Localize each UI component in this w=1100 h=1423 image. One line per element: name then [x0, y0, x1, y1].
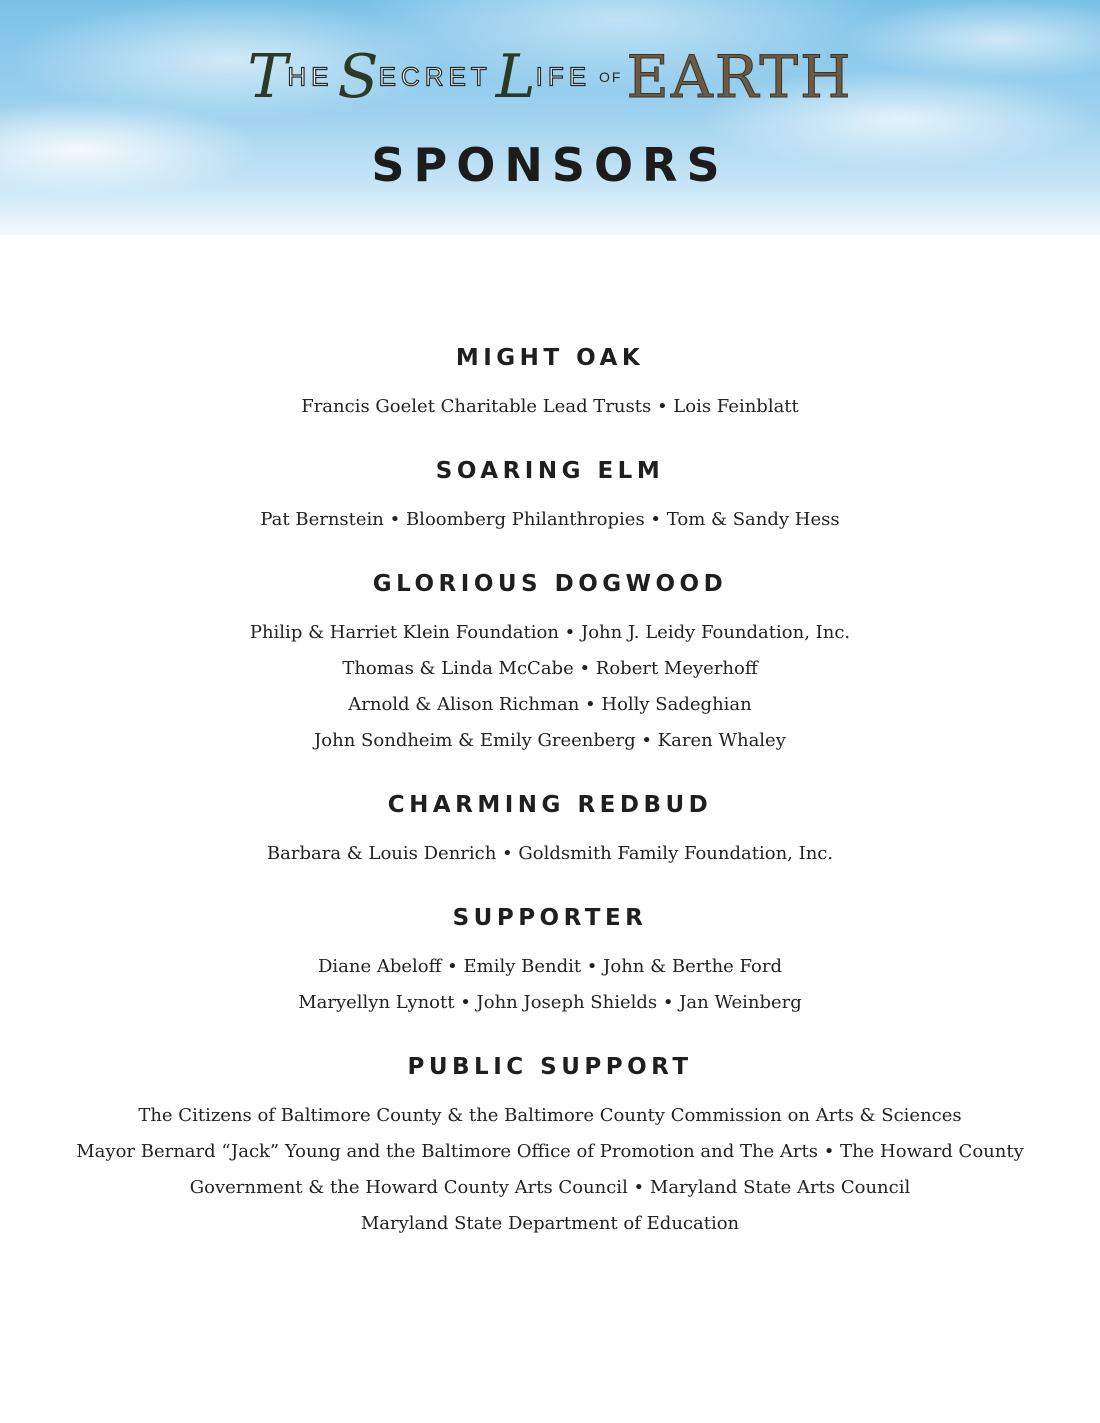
- logo-letter: L: [495, 42, 536, 112]
- sponsor-tier-section: [0, 1052, 1100, 1242]
- sponsor-tier-section: [0, 790, 1100, 872]
- sponsor-names-line: Maryland State Department of Education: [360, 1213, 740, 1234]
- sky-header-banner: [0, 0, 1100, 235]
- logo-letter: EARTH: [626, 43, 853, 111]
- sponsor-list: [0, 343, 1100, 1273]
- sponsor-names-line: Government & the Howard County Arts Council • Maryland State Arts Council: [189, 1177, 911, 1198]
- logo-letter: S: [337, 42, 379, 112]
- sponsor-names-line: Philip & Harriet Klein Foundation • John J. Leidy Foundation, Inc.: [249, 622, 851, 643]
- sponsor-tier-section: [0, 569, 1100, 759]
- logo-letter: ECRET: [378, 61, 492, 92]
- page-title: SPONSORS: [371, 138, 729, 192]
- tier-heading: MIGHT OAK: [455, 345, 645, 371]
- sponsor-names-line: Diane Abeloff • Emily Bendit • John & Berthe Ford: [317, 956, 783, 977]
- sponsor-names-line: Arnold & Alison Richman • Holly Sadeghian: [348, 694, 752, 715]
- secret-life-of-earth-logo: [0, 42, 1100, 112]
- tier-heading: SUPPORTER: [452, 905, 648, 931]
- sponsor-names-line: Maryellyn Lynott • John Joseph Shields • Jan Weinberg: [298, 992, 802, 1013]
- sponsor-names-line: The Citizens of Baltimore County & the Baltimore County Commission on Arts & Sciences: [138, 1105, 962, 1126]
- logo-letter: T: [247, 42, 288, 112]
- logo-letter: HE: [287, 61, 334, 92]
- sponsor-names-line: John Sondheim & Emily Greenberg • Karen Whaley: [314, 730, 786, 751]
- sponsor-tier-section: [0, 456, 1100, 538]
- sponsor-names-line: Pat Bernstein • Bloomberg Philanthropies • Tom & Sandy Hess: [260, 509, 840, 530]
- sponsor-names-line: Thomas & Linda McCabe • Robert Meyerhoff: [342, 658, 758, 679]
- sponsor-names-line: Francis Goelet Charitable Lead Trusts • Lois Feinblatt: [301, 396, 799, 417]
- logo-letter: OF: [599, 69, 623, 85]
- sponsor-names-line: Barbara & Louis Denrich • Goldsmith Family Foundation, Inc.: [266, 843, 834, 864]
- sponsor-names-line: Mayor Bernard “Jack” Young and the Baltimore Office of Promotion and The Arts • The Howard County: [76, 1141, 1024, 1162]
- tier-heading: PUBLIC SUPPORT: [407, 1054, 693, 1080]
- tier-heading: SOARING ELM: [435, 458, 665, 484]
- sponsor-tier-section: [0, 903, 1100, 1021]
- tier-heading: CHARMING REDBUD: [387, 792, 713, 818]
- logo-letter: IFE: [535, 61, 592, 92]
- sponsor-tier-section: [0, 343, 1100, 425]
- tier-heading: GLORIOUS DOGWOOD: [372, 571, 728, 597]
